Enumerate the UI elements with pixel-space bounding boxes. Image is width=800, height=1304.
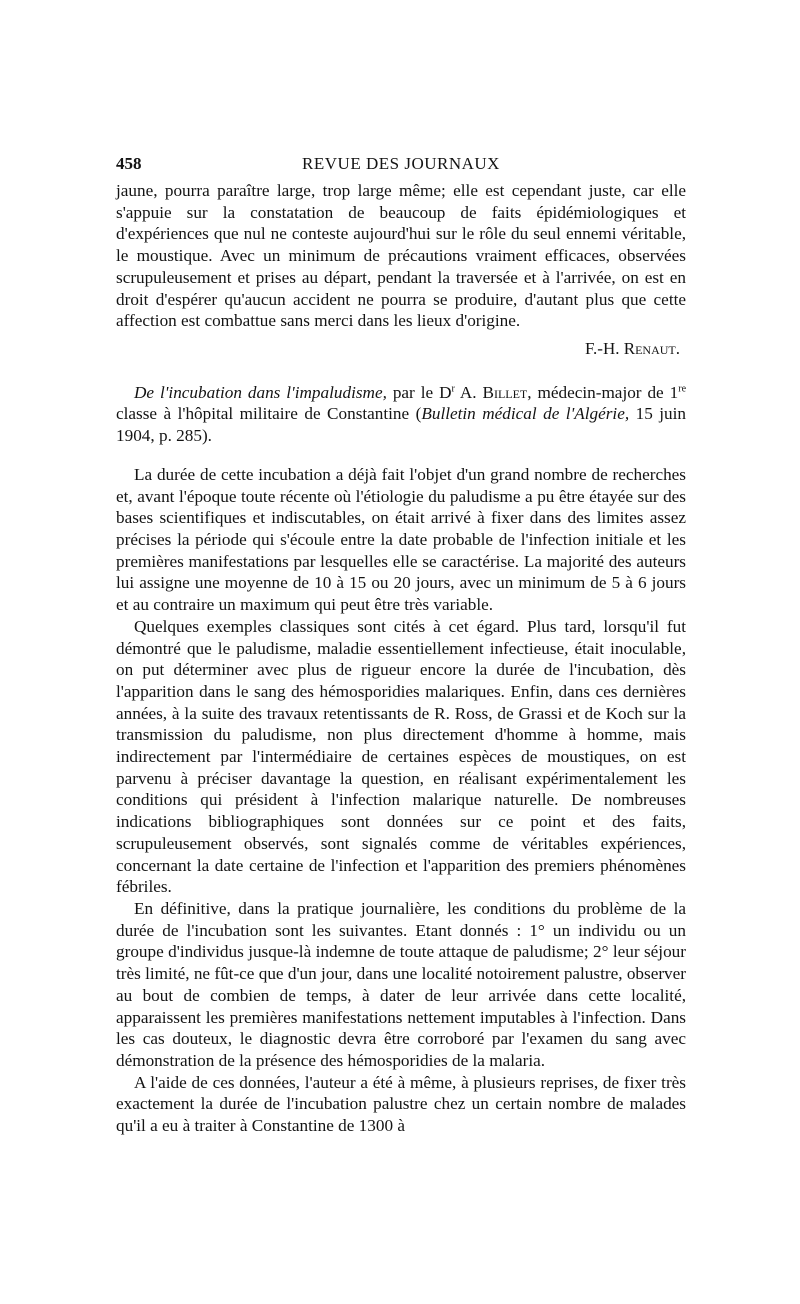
affiliation-part-b: classe à l'hôpital militaire de Constantine ( [116, 404, 422, 424]
previous-article-signature: F.-H. Renaut. [584, 338, 680, 358]
journal-title: REVUE DES JOURNAUX [302, 154, 500, 173]
affiliation-superscript: re [678, 382, 687, 394]
previous-article-closing-paragraph: jaune, pourra paraître large, trop large même; elle est cependant juste, car elle s'appuie sur la constatation de beaucoup de faits épidémiologiques et d'expériences que nul ne conteste aujourd'hui sur le rôle du seul ennemi véritable, le moustique. Avec un minimum de précautions vraiment efficaces, observées scrupuleusement et prises au départ, pendant la traversée et à l'arrivée, on est en droit d'espérer qu'aucun accident ne pourra se produire, d'autant plus que cette affection est combattue sans merci dans les lieux d'origine. [116, 181, 686, 331]
author-initial: A. [459, 382, 477, 402]
author-title: D [439, 382, 452, 402]
source-citation: 15 juin 1904, p. 285). [116, 404, 686, 446]
author-name: Billet, [482, 382, 532, 402]
source-journal: Bulletin médical de l'Algérie, [421, 404, 630, 424]
article-title: De l'incubation dans l'impaludisme, [134, 382, 387, 402]
article-paragraph-3: En définitive, dans la pratique journalière, les conditions du problème de la durée de l'incubation sont les suivantes. Etant donnés : 1° un individu ou un groupe d'individus jusque-là indemne de toute attaque de paludisme; 2° leur séjour très limité, ne fût-ce que d'un jour, dans une localité notoirement palustre, observer au bout de combien de temps, à dater de leur arrivée dans cette localité, apparaissent les premières manifestations nettement imputables à l'infection. Dans les cas douteux, le diagnostic devra être corroboré par l'examen du sang avec démonstration de la présence des hémosporidies de la malaria. [116, 898, 686, 1070]
author-title-superscript: r [451, 382, 455, 394]
affiliation-part-a: médecin-major de 1 [537, 382, 679, 402]
page-number: 458 [116, 154, 142, 173]
article-paragraph-2: Quelques exemples classiques sont cités à cet égard. Plus tard, lorsqu'il fut démontré que le paludisme, maladie essentiellement infectieuse, était inoculable, on put déterminer avec plus de rigueur encore la durée de l'incubation, dès l'apparition dans le sang des hémosporidies malariques. Enfin, dans ces dernières années, à la suite des travaux retentissants de R. Ross, de Grassi et de Koch sur la transmission du paludisme, non plus directement d'homme à homme, mais indirectement par l'intermédiaire de certaines espèces de moustiques, on est parvenu à préciser davantage la question, en réalisant expérimentalement les conditions qui président à l'infection malarique naturelle. De nombreuses indications bibliographiques sont données sur ce point et des faits, scrupuleusement observés, sont signalés comme de véritables expériences, concernant la date certaine de l'infection et l'apparition des premiers phénomènes fébriles. [116, 616, 686, 897]
document-page [116, 150, 686, 1137]
article-heading [116, 382, 686, 447]
article-paragraph-4: A l'aide de ces données, l'auteur a été à même, à plusieurs reprises, de fixer très exactement la durée de l'incubation palustre chez un certain nombre de malades qu'il a eu à traiter à Constantine de 1300 à [116, 1072, 686, 1136]
article-by: par le [392, 382, 434, 402]
article-paragraph-1: La durée de cette incubation a déjà fait l'objet d'un grand nombre de recherches et, avant l'époque toute récente où l'étiologie du paludisme a pu être étayée sur des bases scientifiques et indiscutables, on était arrivé à fixer dans des limites assez précises la période qui s'écoule entre la date probable de l'infection initiale et les premières manifestations par lesquelles elle se caractérise. La majorité des auteurs lui assigne une moyenne de 10 à 15 ou 20 jours, avec un minimum de 5 à 6 jours et au contraire un maximum qui peut être très variable. [116, 464, 686, 615]
running-header [116, 150, 686, 180]
